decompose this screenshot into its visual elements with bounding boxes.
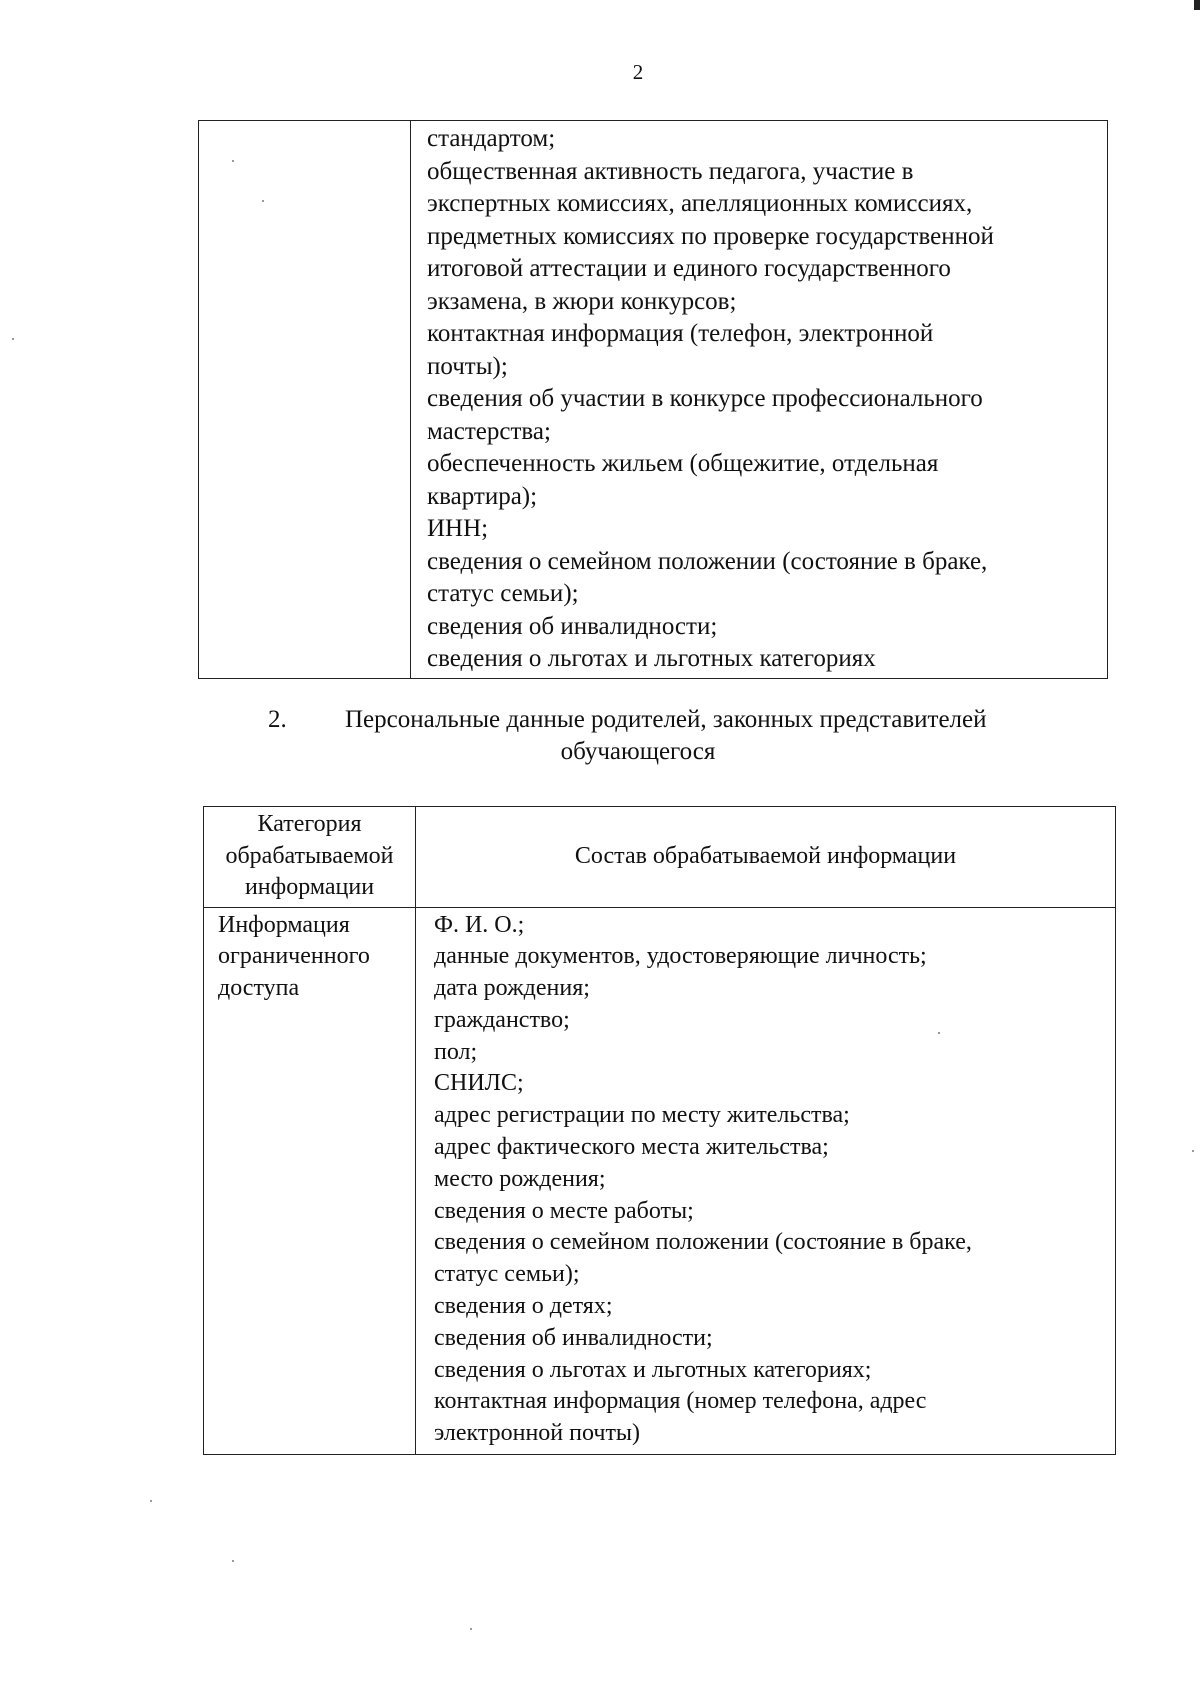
list-item: сведения о льготах и льготных категориях xyxy=(427,645,876,672)
list-item: контактная информация (телефон, электронной xyxy=(427,320,934,347)
list-item: итоговой аттестации и единого государственного xyxy=(427,255,951,282)
table-row xyxy=(204,907,1116,1455)
category-cell xyxy=(204,907,416,1455)
list-item: дата рождения; xyxy=(434,975,590,1002)
list-item: мастерства; xyxy=(427,417,551,445)
category-line: доступа xyxy=(218,974,300,1001)
section-number: 2. xyxy=(268,706,287,733)
list-item: адрес регистрации по месту жительства; xyxy=(434,1102,850,1129)
list-item: сведения о детях; xyxy=(434,1293,613,1320)
list-item: обеспеченность жильем (общежитие, отдельная xyxy=(427,450,939,477)
list-item: сведения о семейном положении (состояние в браке, xyxy=(434,1229,972,1256)
composition-cell xyxy=(411,121,1108,679)
table-row xyxy=(199,121,1108,679)
list-item: пол; xyxy=(434,1038,478,1065)
list-item: статус семьи); xyxy=(434,1261,580,1288)
scan-speck xyxy=(262,200,264,202)
list-item: сведения о льготах и льготных категориях; xyxy=(434,1356,872,1383)
list-item: стандартом; xyxy=(427,125,556,152)
list-item: ИНН; xyxy=(427,515,489,542)
list-item: сведения об инвалидности; xyxy=(427,612,718,640)
scan-speck xyxy=(12,338,14,340)
scan-corner-mark xyxy=(1194,0,1200,10)
scan-speck xyxy=(232,160,234,162)
scan-speck xyxy=(470,1628,472,1630)
list-item: предметных комиссиях по проверке государственной xyxy=(427,222,994,250)
list-item: квартира); xyxy=(427,482,538,510)
category-line: Информация xyxy=(218,911,350,938)
section-title-line1: Персональные данные родителей, законных представителей xyxy=(345,706,987,733)
list-item: статус семьи); xyxy=(427,580,579,607)
list-item: контактная информация (номер телефона, адрес xyxy=(434,1388,927,1415)
list-item: почты); xyxy=(427,352,508,380)
list-item: данные документов, удостоверяющие личность; xyxy=(434,943,927,970)
scan-speck xyxy=(232,1560,234,1562)
scan-speck xyxy=(938,1032,940,1034)
list-item: сведения об участии в конкурсе профессионального xyxy=(427,385,983,412)
category-cell-empty xyxy=(199,121,411,679)
list-item: гражданство; xyxy=(434,1006,570,1033)
header-category-line: Категория xyxy=(257,811,362,837)
section-title-line2: обучающегося xyxy=(560,738,716,765)
list-item: экспертных комиссиях, апелляционных комиссиях, xyxy=(427,190,973,217)
header-category xyxy=(204,807,416,908)
header-category-line: обрабатываемой xyxy=(225,842,394,869)
category-line: ограниченного xyxy=(218,943,370,969)
list-item: сведения о семейном положении (состояние в браке, xyxy=(427,547,988,575)
list-item: место рождения; xyxy=(434,1165,606,1192)
scan-speck xyxy=(1192,1150,1194,1152)
scan-speck xyxy=(150,1500,152,1502)
list-item: Ф. И. О.; xyxy=(434,911,525,938)
list-item: экзамена, в жюри конкурсов; xyxy=(427,287,737,315)
list-item: общественная активность педагога, участие в xyxy=(427,157,914,185)
header-category-line: информации xyxy=(244,874,375,900)
composition-cell xyxy=(416,907,1116,1455)
page-number: 2 xyxy=(632,60,644,84)
table-header-row xyxy=(204,807,1116,908)
list-item: СНИЛС; xyxy=(434,1070,524,1097)
list-item: сведения о месте работы; xyxy=(434,1197,694,1224)
list-item: адрес фактического места жительства; xyxy=(434,1134,829,1161)
list-item: электронной почты) xyxy=(434,1420,641,1447)
list-item: сведения об инвалидности; xyxy=(434,1324,713,1351)
header-composition: Состав обрабатываемой информации xyxy=(416,807,1116,908)
parents-data-table xyxy=(203,806,1116,1455)
table-continuation xyxy=(198,120,1108,679)
